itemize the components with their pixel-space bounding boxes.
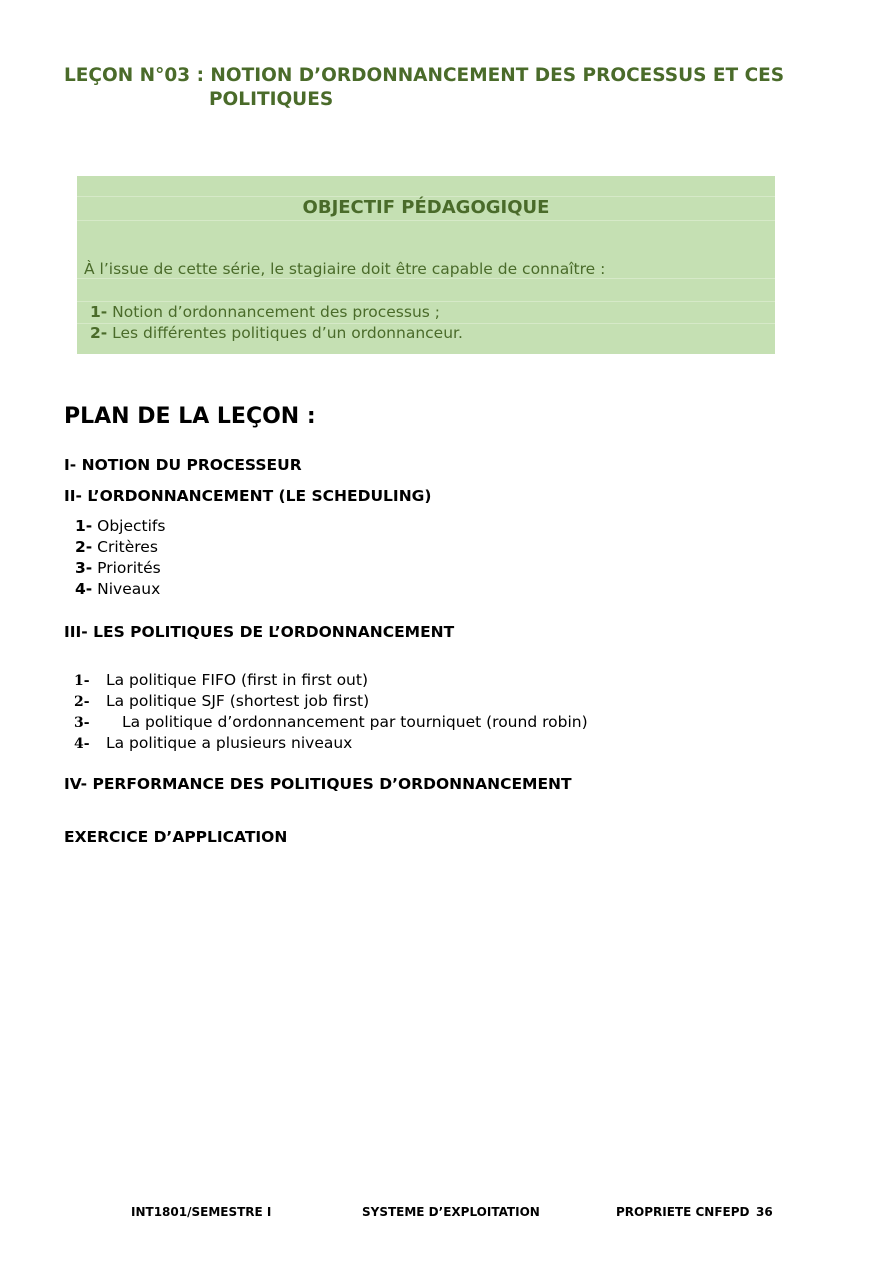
footer-course-code: INT1801/SEMESTRE I: [131, 1205, 272, 1219]
list-item-text: La politique FIFO (first in first out): [106, 671, 369, 689]
list-item-number: 2-: [75, 538, 93, 556]
list-item: [75, 580, 160, 598]
list-item-text: La politique SJF (shortest job first): [106, 692, 370, 710]
list-item-number: 4-: [74, 736, 90, 752]
list-item-number: 2-: [74, 694, 90, 710]
list-item-number: 4-: [75, 580, 93, 598]
list-item: [74, 692, 369, 710]
objective-item: [90, 303, 440, 321]
box-rule: [77, 220, 775, 221]
section-heading: I- NOTION DU PROCESSEUR: [64, 456, 302, 474]
list-item-number: 3-: [75, 559, 93, 577]
list-item: [74, 734, 352, 752]
plan-title: PLAN DE LA LEÇON :: [64, 404, 316, 429]
list-item: [75, 559, 161, 577]
section-heading: IV- PERFORMANCE DES POLITIQUES D’ORDONNANCEMENT: [64, 775, 572, 793]
list-item: [75, 517, 165, 535]
objective-item-number: 1-: [90, 303, 108, 321]
list-item-text: La politique a plusieurs niveaux: [106, 734, 353, 752]
lesson-title-line1: LEÇON N°03 : NOTION D’ORDONNANCEMENT DES PROCESSUS ET CES: [64, 65, 785, 86]
objective-heading: OBJECTIF PÉDAGOGIQUE: [302, 197, 550, 218]
exercise-heading: EXERCICE D’APPLICATION: [64, 828, 288, 846]
list-item: [74, 713, 588, 731]
list-item-text: Objectifs: [92, 517, 166, 535]
list-item-text: Critères: [92, 538, 158, 556]
list-item: [74, 671, 368, 689]
list-item-text: Priorités: [92, 559, 161, 577]
objective-item: [90, 324, 463, 342]
box-rule: [77, 301, 775, 302]
list-item-number: 1-: [75, 517, 93, 535]
section-heading: III- LES POLITIQUES DE L’ORDONNANCEMENT: [64, 623, 455, 641]
footer-owner: PROPRIETE CNFEPD: [616, 1205, 750, 1219]
list-item-text: Niveaux: [92, 580, 161, 598]
objective-item-text: Notion d’ordonnancement des processus ;: [107, 303, 440, 321]
lesson-title-line2: POLITIQUES: [209, 89, 334, 110]
lesson-title: [64, 64, 804, 112]
section-heading: II- L’ORDONNANCEMENT (LE SCHEDULING): [64, 487, 432, 505]
objective-item-number: 2-: [90, 324, 108, 342]
objective-item-text: Les différentes politiques d’un ordonnanceur.: [107, 324, 463, 342]
objective-intro: À l’issue de cette série, le stagiaire doit être capable de connaître :: [84, 260, 606, 278]
list-item-number: 1-: [74, 673, 90, 689]
list-item-number: 3-: [74, 715, 90, 731]
list-item-text: La politique d’ordonnancement par tourniquet (round robin): [122, 713, 588, 731]
footer-subject: SYSTEME D’EXPLOITATION: [362, 1205, 540, 1219]
page-number: 36: [756, 1205, 773, 1219]
box-rule: [77, 278, 775, 279]
list-item: [75, 538, 158, 556]
